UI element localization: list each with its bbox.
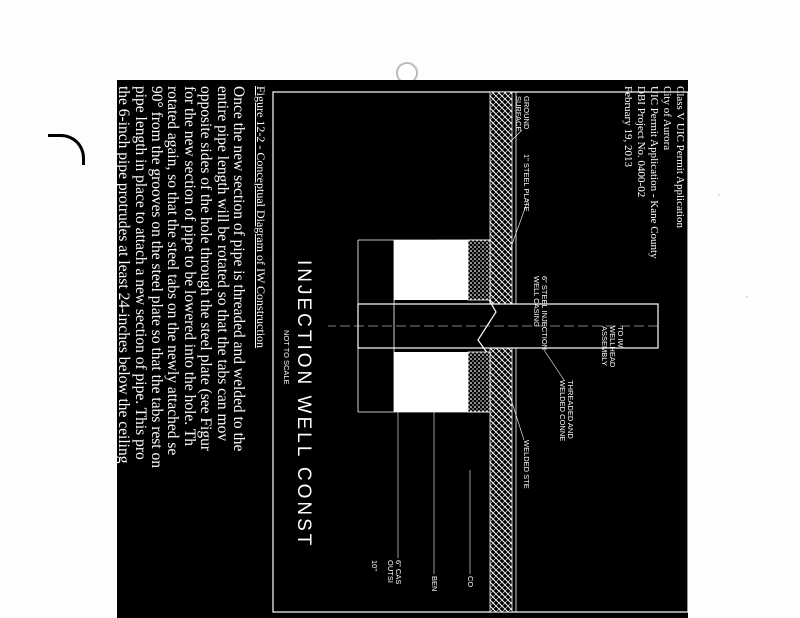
dim-label-a: 2'-0" (452, 260, 461, 275)
concrete-block-left (468, 240, 490, 300)
steel-plate (490, 92, 512, 612)
not-to-scale-label: NOT TO SCALE (282, 330, 291, 385)
body-paragraph (115, 86, 246, 606)
threaded-label: THREADED AND (566, 380, 575, 439)
body-line: for the new section of pipe to be lowered into the hole. Th (180, 86, 198, 446)
document-page (117, 80, 688, 618)
bottom-label: BEN (430, 576, 439, 592)
figure-caption: Figure 12-2 - Conceptual Diagram of IW Construction (254, 86, 268, 349)
body-line: opposite sides of the hole through the steel plate (see Figur (197, 86, 215, 452)
header-line: February 19, 2013 (622, 86, 634, 167)
body-line: the 6-inch pipe protrudes at least 24-inches below the ceiling (115, 86, 133, 464)
body-line: rotated again, so that the steel tabs on the newly attached se (164, 86, 182, 456)
header-line: UIC Permit Application - Kane County (648, 86, 660, 259)
rotated-content (117, 80, 688, 618)
dim-label-b: 2'-0" (410, 260, 419, 275)
well-construction-drawing (268, 90, 628, 616)
bottom-label: 6" CAS (394, 560, 403, 585)
leader-line (512, 130, 522, 140)
header-line: Class V UIC Permit Application (674, 86, 686, 228)
ground-surface-label: GROUND (522, 96, 531, 130)
body-line: 90° from the grooves on the steel plate so that the tabs rest on (147, 86, 165, 468)
header-line: DBI Project No. 0400-02 (635, 86, 647, 198)
bottom-label: CO (466, 576, 475, 588)
bentonite-right (394, 352, 468, 412)
steel-plate-label: 1" STEEL PLATE (522, 154, 531, 212)
header-line: City of Aurora (661, 86, 673, 151)
wellhead-label: WELLHEAD (608, 326, 617, 368)
threaded-label: WELDED CONNE (558, 380, 567, 442)
wellhead-label: ASSEMBLY (600, 326, 609, 366)
concrete-block-right (468, 352, 490, 412)
drawing-title: INJECTION WELL CONST (293, 260, 314, 549)
welded-label: WELDED STE (522, 440, 531, 489)
wellhead-label: TO IW (616, 326, 625, 348)
bottom-label: OUTSI (386, 560, 395, 583)
casing-label: 6" STEEL INJECTION (540, 276, 549, 351)
leader-line (544, 350, 564, 380)
scan-speck (718, 194, 720, 196)
body-line: Once the new section of pipe is threaded and welded to the (230, 86, 247, 452)
body-line: entire pipe length will be rotated so that the tabs can mov (213, 86, 231, 442)
document-header (621, 86, 686, 259)
scan-speck (746, 296, 748, 298)
casing-label: WELL CASING (532, 276, 541, 327)
bottom-label: 10" (370, 560, 379, 572)
leader-line (510, 200, 528, 250)
body-line: pipe length in place to attach a new section of pipe. This pro (131, 86, 149, 460)
ground-surface-label: SURFACE (514, 96, 523, 132)
